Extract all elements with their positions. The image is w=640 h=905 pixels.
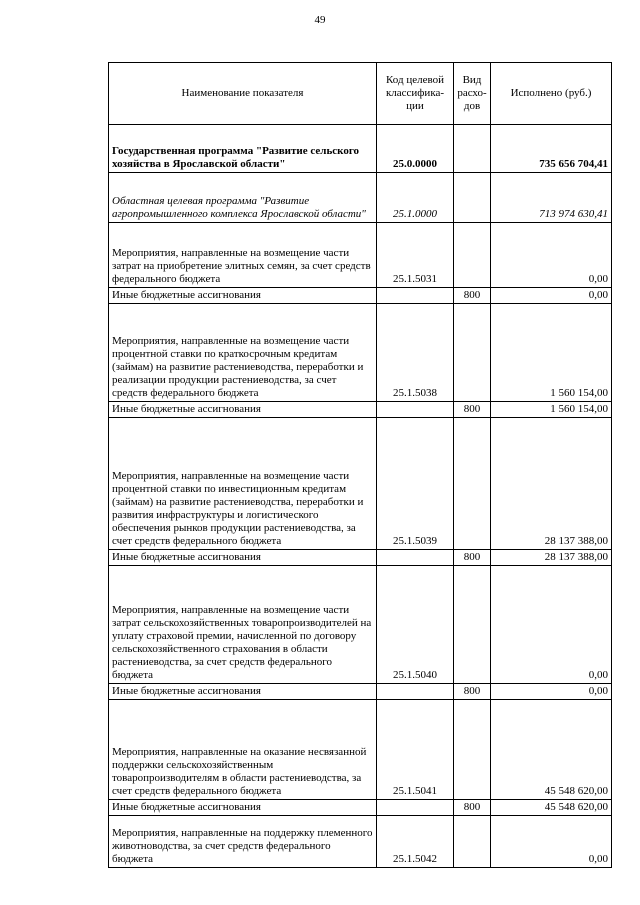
row-code: 25.1.5031 xyxy=(377,223,454,288)
row-kind xyxy=(454,816,491,868)
row-code xyxy=(377,684,454,700)
row-amount: 1 560 154,00 xyxy=(491,304,612,402)
row-amount: 45 548 620,00 xyxy=(491,700,612,800)
row-name: Иные бюджетные ассигнования xyxy=(109,288,377,304)
row-kind: 800 xyxy=(454,402,491,418)
row-name: Иные бюджетные ассигнования xyxy=(109,684,377,700)
table-row xyxy=(109,125,612,173)
row-name: Мероприятия, направленные на оказание несвязанной поддержки сельскохозяйственным товаропроизводителям в области растениеводства, за счет средств федерального бюджета xyxy=(109,700,377,800)
row-amount: 1 560 154,00 xyxy=(491,402,612,418)
row-code: 25.1.5039 xyxy=(377,418,454,550)
row-amount: 28 137 388,00 xyxy=(491,550,612,566)
row-name: Иные бюджетные ассигнования xyxy=(109,402,377,418)
table-row xyxy=(109,566,612,684)
row-amount: 0,00 xyxy=(491,566,612,684)
table-row xyxy=(109,304,612,402)
row-name: Мероприятия, направленные на возмещение части затрат сельскохозяйственных товаропроизводителей на уплату страховой премии, начисленной по договору сельскохозяйственного страхования в области растениеводства, за счет средств федерального бюджета xyxy=(109,566,377,684)
row-code: 25.1.5042 xyxy=(377,816,454,868)
report-table xyxy=(108,62,612,868)
table-row xyxy=(109,684,612,700)
row-name: Мероприятия, направленные на возмещение части затрат на приобретение элитных семян, за счет средств федерального бюджета xyxy=(109,223,377,288)
row-amount: 45 548 620,00 xyxy=(491,800,612,816)
row-kind xyxy=(454,566,491,684)
row-kind: 800 xyxy=(454,800,491,816)
row-amount: 0,00 xyxy=(491,223,612,288)
row-code: 25.1.5038 xyxy=(377,304,454,402)
header-kind: Вид расхо- дов xyxy=(454,63,491,125)
row-amount: 735 656 704,41 xyxy=(491,125,612,173)
row-name: Мероприятия, направленные на возмещение части процентной ставки по инвестиционным кредитам (займам) на развитие растениеводства, переработки и развития инфраструктуры и логистического обеспечения рынков продукции растениеводства, за счет средств федерального бюджета xyxy=(109,418,377,550)
row-name: Государственная программа "Развитие сельского хозяйства в Ярославской области" xyxy=(109,125,377,173)
table-row xyxy=(109,418,612,550)
table-row xyxy=(109,816,612,868)
row-name: Мероприятия, направленные на поддержку племенного животноводства, за счет средств федерального бюджета xyxy=(109,816,377,868)
header-amount: Исполнено (руб.) xyxy=(491,63,612,125)
row-kind xyxy=(454,304,491,402)
row-name: Иные бюджетные ассигнования xyxy=(109,800,377,816)
row-name: Мероприятия, направленные на возмещение части процентной ставки по краткосрочным кредитам (займам) на развитие растениеводства, переработки и реализации продукции растениеводства, за счет средств федерального бюджета xyxy=(109,304,377,402)
row-code: 25.1.0000 xyxy=(377,173,454,223)
table-row xyxy=(109,700,612,800)
row-kind xyxy=(454,173,491,223)
row-name: Иные бюджетные ассигнования xyxy=(109,550,377,566)
row-code xyxy=(377,288,454,304)
table-row xyxy=(109,173,612,223)
row-kind: 800 xyxy=(454,550,491,566)
row-amount: 28 137 388,00 xyxy=(491,418,612,550)
row-code: 25.1.5040 xyxy=(377,566,454,684)
row-kind xyxy=(454,125,491,173)
row-kind xyxy=(454,418,491,550)
row-amount: 0,00 xyxy=(491,816,612,868)
row-code: 25.0.0000 xyxy=(377,125,454,173)
table-row xyxy=(109,288,612,304)
row-name: Областная целевая программа "Развитие агропромышленного комплекса Ярославской области" xyxy=(109,173,377,223)
row-amount: 0,00 xyxy=(491,684,612,700)
page-number: 49 xyxy=(314,14,326,26)
header-code: Код целевой классифика- ции xyxy=(377,63,454,125)
row-code xyxy=(377,800,454,816)
row-code xyxy=(377,402,454,418)
row-code xyxy=(377,550,454,566)
header-name: Наименование показателя xyxy=(109,63,377,125)
row-code: 25.1.5041 xyxy=(377,700,454,800)
table-row xyxy=(109,402,612,418)
row-amount: 713 974 630,41 xyxy=(491,173,612,223)
table-row xyxy=(109,550,612,566)
row-amount: 0,00 xyxy=(491,288,612,304)
table-row xyxy=(109,223,612,288)
row-kind: 800 xyxy=(454,684,491,700)
row-kind xyxy=(454,223,491,288)
table-header-row xyxy=(109,63,612,125)
row-kind: 800 xyxy=(454,288,491,304)
row-kind xyxy=(454,700,491,800)
table-row xyxy=(109,800,612,816)
